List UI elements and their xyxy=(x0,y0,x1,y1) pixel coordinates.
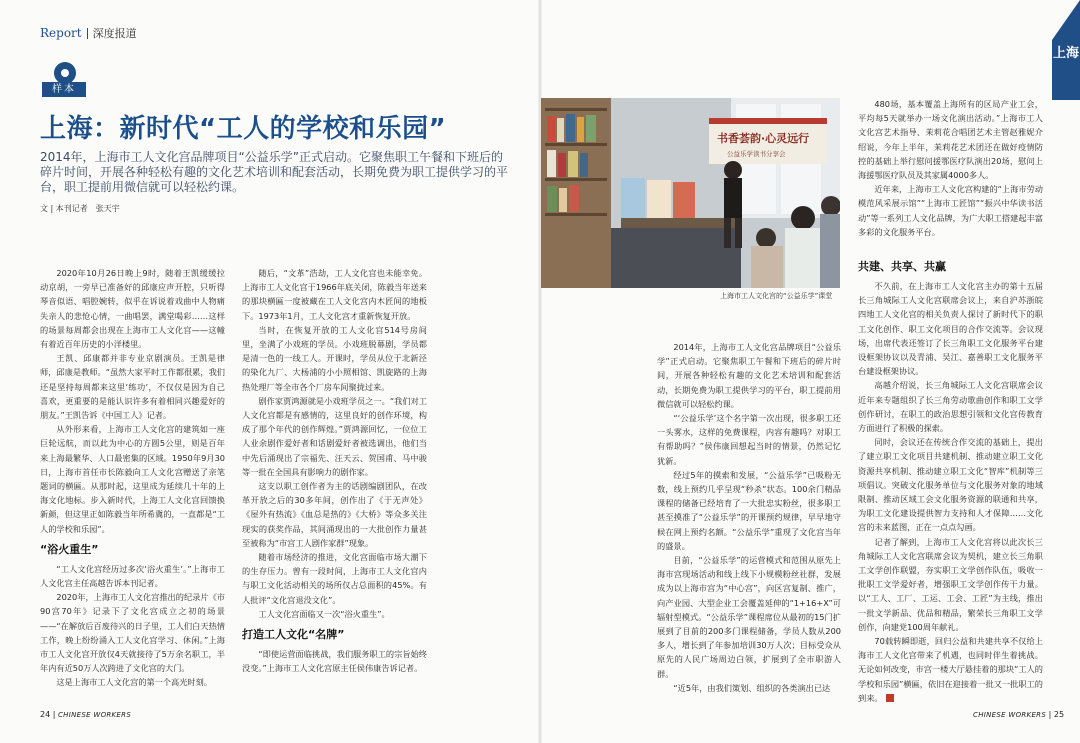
paragraph: “工人文化宫经历过多次‘浴火重生’。”上海市工人文化宫主任高越告诉本刊记者。 xyxy=(40,563,225,589)
article-photo xyxy=(541,98,840,288)
paragraph: 工人文化宫面临又一次“浴火重生”。 xyxy=(258,608,390,619)
folio-right: CHINESE WORKERS | 25 xyxy=(973,710,1065,719)
section-kicker xyxy=(40,24,137,42)
paragraph: 2014年，上海市工人文化宫品牌项目“公益乐学”正式启动。它聚焦职工午餐和下班后的碎片时间，开展各种轻松有趣的文化艺术培训和配套活动，长期免费为职工提供学习的平台，职工提前用微信就可以轻松约课。 xyxy=(657,342,841,409)
end-mark-icon xyxy=(886,694,894,702)
photo-caption: 上海市工人文化宫的“公益乐学”课堂 xyxy=(720,292,833,300)
paragraph: 同时，会议还在传统合作交流的基础上，提出了建立职工文化项目共建机制、推动建立职工文化资源共享机制、推动建立职工文化“智库”机制等三项倡议。突破文化服务单位与文化服务对象的地域限制、推动区域工会文化服务资源的联通和共享，为职工文化建设提供智力支持和人才保障……文化宫的未来蓝图，正在一点点勾画。 xyxy=(858,437,1043,533)
kicker-divider xyxy=(87,28,88,39)
section-name: 深度报道 xyxy=(92,27,137,40)
location-pin-icon xyxy=(42,62,88,98)
subhead: 共建、共享、共赢 xyxy=(858,260,946,273)
paragraph: 当时，在恢复开放的工人文化宫514号房间里，坐满了小戏班的学员。小戏班脱幕剧，学员都是清一色的一线工人。开课时，学员从位于北新泾的染化九厂、大杨浦的小小照相馆、凯旋路的上海热处理厂等全市各个厂房车间聚拢过来。 xyxy=(242,324,427,392)
magazine-name-left: CHINESE WORKERS xyxy=(57,711,132,719)
page-number-left: 24 xyxy=(40,710,51,719)
article-deck: 2014年，上海市工人文化宫品牌项目“公益乐学”正式启动。它聚焦职工午餐和下班后的碎片时间，开展各种轻松有趣的文化艺术培训和配套活动，长期免费为职工提供学习的平台，职工提前用微信就可以轻松约课。 xyxy=(40,150,509,194)
sample-badge: 样本 xyxy=(42,82,86,97)
paragraph: 70载转瞬即逝，回归公益和共建共享不仅给上海市工人文化宫带来了机遇，也同时伴生着挑战。无论如何改变，市宫一楼大厅悬挂着的那块“工人的学校和乐园”横匾，依旧在迎接着一批又一批职工的到来。 xyxy=(858,636,1043,703)
page-number-right: 25 xyxy=(1053,710,1065,719)
article-headline: 上海：新时代“工人的学校和乐园” xyxy=(40,114,447,144)
paragraph: 随着市场经济的推进，文化宫面临市场大潮下的生存压力。曾有一段时间，上海市工人文化宫内与职工文化活动相关的场所仅占总面积的45%。有人批评“文化宫退没文化”。 xyxy=(242,552,427,605)
subhead: “浴火重生” xyxy=(40,542,99,556)
paragraph: 近年来，上海市工人文化宫构建的“上海市劳动模范风采展示馆”“上海市工匠馆”“振兴中华读书活动”等一系列工人文化品牌，为广大职工搭建起丰富多彩的文化服务平台。 xyxy=(858,184,1043,237)
paragraph: “近5年，由我们策划、组织的各类演出已达 xyxy=(673,682,831,693)
body-column-3 xyxy=(657,340,841,720)
body-column-4 xyxy=(858,97,1043,237)
paragraph: 剧作家贾鸿源就是小戏班学员之一。“我们对工人文化宫都是有感情的，这里良好的创作环境，构成了那个年代的创作辉煌。”贾鸿源回忆，一位位工人业余剧作爱好者和话剧爱好者被选调出，他们当中先后涌现出了宗福先、汪天云、贺国甫、马中骏等一批在全国具有影响力的剧作家。 xyxy=(242,395,427,477)
body-column-2 xyxy=(242,266,427,718)
body-column-1 xyxy=(40,266,225,718)
magazine-name-right: CHINESE WORKERS xyxy=(973,711,1047,719)
banner-title: 书香荟韵·心灵远行 xyxy=(717,132,810,145)
paragraph: 随后，“文革”浩劫，工人文化宫也未能幸免。上海市工人文化宫于1966年底关闭，陈毅当年送来的那块横匾一度被藏在工人文化宫内木匠间的地板下。1973年1月，工人文化宫才重新恢复开放。 xyxy=(242,268,427,321)
paragraph: 不久前，在上海市工人文化宫主办的第十五届长三角城际工人文化宫联席会议上，来自沪苏浙皖四地工人文化宫的相关负责人探讨了新时代下的职工文化创作、职工文化项目的合作交流等。会议现场，出席代表还签订了长三角职工文化服务平台建设框架协议以及青浦、吴江、嘉善职工文化服务平台建设框架协议。 xyxy=(858,281,1043,377)
side-tab-label: 上海 xyxy=(1052,46,1079,61)
paragraph: 高越介绍说，长三角城际工人文化宫联席会议近年来专题组织了长三角劳动歌曲创作和职工文学创作研讨，在职工的政治思想引领和文化宫传教育方面进行了积极的探索。 xyxy=(858,380,1043,434)
paragraph: 从外形来看，上海市工人文化宫的建筑如一座巨轮远航，而以此为中心的方圆5公里，则是百年来上海最繁华、人口最密集的区域。1950年9月30日，上海市首任市长陈毅向工人文化宫赠送了亲笔题词的横匾。从那时起，这里成为延续几十年的上海文化地标。步入新时代，上海工人文化宫回馈换新颜，但这里正如陈毅当年所希冀的，一直都是“工人的学校和乐园”。 xyxy=(40,424,225,534)
body-column-5 xyxy=(858,253,1043,721)
banner-subtitle: 公益乐学读书分享会 xyxy=(727,150,786,158)
paragraph: 王凯、邱康都并非专业京剧演员。王凯是律师，邱康是教师。“虽然大家平时工作都很累，我们还是坚持每周都来这里‘练功’，不仅仅是因为自己喜欢，更重要的是能认识许多有着相同兴趣爱好的朋友。”王凯告诉《中国工人》记者。 xyxy=(40,353,225,421)
section-brand: Report xyxy=(40,26,82,40)
paragraph: 这是上海市工人文化宫的第一个高光时刻。 xyxy=(56,677,212,688)
paragraph: 480场，基本覆盖上海所有的区局产业工会，平均每5天就举办一场文化演出活动。”上海市工人文化宫艺术指导、茉莉花合唱团艺术主管赵雅妮介绍说，今年上半年，茉莉花艺术团还在做好疫情防控的基础上举行慰问援鄂医疗队演出20场，慰问上海援鄂医疗队员及其家属4000多人。 xyxy=(858,99,1043,181)
byline: 文 | 本刊记者 张天宇 xyxy=(40,204,120,213)
subhead: 打造工人文化“名牌” xyxy=(242,628,345,642)
paragraph: 这支以职工创作者为主的话剧编剧团队，在改革开放之后的30多年间，创作出了《于无声处》《屋外有热流》《血总是热的》《大桥》等众多关注现实的获奖作品，其间涌现出的一大批创作力量甚至被称为“市宫工人剧作家群”现象。 xyxy=(242,481,427,548)
folio-left: 24 | CHINESE WORKERS xyxy=(40,710,132,719)
paragraph: 经过5年的摸索和发展，“公益乐学”已吸粉无数，线上预约几乎呈现“秒杀”状态。100余门精品课程的储备已经培育了一大批忠实粉丝，很多职工甚至摸准了“公益乐学”的开课预约规律，早早地守候在网上预约名额。“公益乐学”重现了文化宫当年的盛景。 xyxy=(657,469,841,551)
paragraph: 记者了解到，上海市工人文化宫将以此次长三角城际工人文化宫联席会议为契机，建立长三角职工文学创作联盟，夯实职工文学创作队伍，吸收一批职工文学爱好者，增强职工文学创作传干力量。以“工人、工厂、工运、工会、工匠”为主线，推出一批文学新品、优品和精品，繁荣长三角职工文学创作，向建党100周年献礼。 xyxy=(858,536,1043,632)
paragraph: 2020年10月26日晚上9时，随着王凯缓缓拉动京胡，一旁早已准备好的邱康应声开腔，只听得琴音似语、唱腔婉转，似乎在诉说着戏曲中人物痛失亲人的悲怆心情，一曲唱罢，满堂喝彩……这样的场景每周都会出现在上海市工人文化宫——这幢有着近百年历史的小洋楼里。 xyxy=(40,268,225,350)
paragraph: 目前，“公益乐学”的运营模式和范围从原先上海市宫现场活动和线上线下小规模粉丝社群，发展成为以上海市宫为“中心宫”，向区宫复制、推广，向产业园、大型企业工会覆盖延伸的“1+16+X”可辐射型模式。“公益乐学”课程席位从最初的15门扩展到了目前的200多门课程储备，学员人数从200多人，增长到了年参加培训30万人次；目标受众从原先的人民广场周边白领，扩展到了全市职游人群。 xyxy=(657,555,841,679)
location-side-tab xyxy=(1048,0,1080,120)
paragraph: “即使运营面临挑战，我们服务职工的宗旨始终没变。”上海市工人文化宫原主任侯伟康告诉记者。 xyxy=(242,649,427,674)
paragraph: 2020年，上海市工人文化宫推出的纪录片《市90宫70年》记录下了文化宫成立之初的场景——“在解放后百废待兴的日子里，工人们白天热情工作，晚上纷纷涌入工人文化宫学习、休闲。”上海市工人文化宫开放仅4天就接待了5万余名职工，半年内有近50万人次跨进了文化宫的大门。 xyxy=(40,592,225,674)
paragraph: “‘公益乐学’这个名字第一次出现，很多职工还一头雾水，这样的免费课程，内容有趣吗？对职工有帮助吗？”侯伟康回想起当时的情景，仍然记忆犹新。 xyxy=(657,413,841,466)
